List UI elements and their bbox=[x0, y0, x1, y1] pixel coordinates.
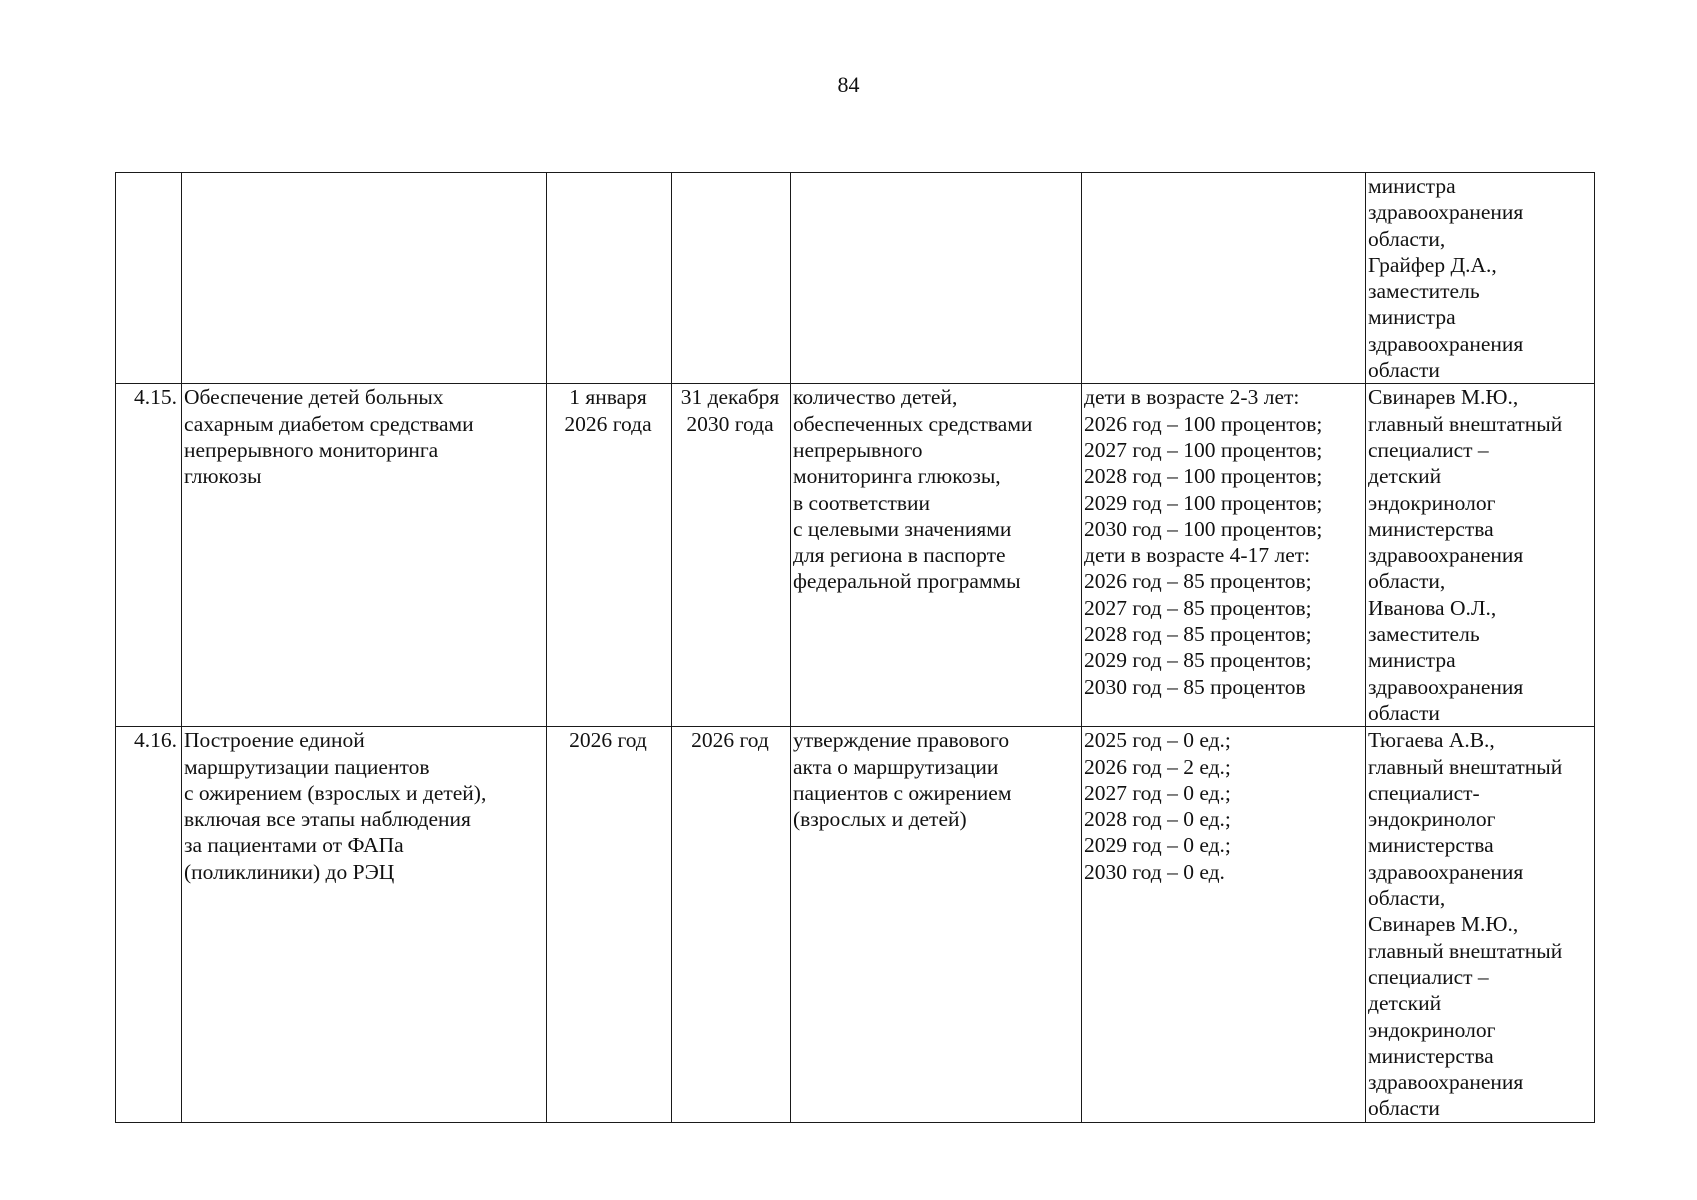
row-number-cell: 4.16. bbox=[116, 727, 182, 1123]
responsible-cell: Свинарев М.Ю., главный внештатный специалист – детский эндокринолог министерства здравоохранения области, Иванова О.Л., заместитель министра здравоохранения области bbox=[1366, 384, 1595, 727]
indicator-cell bbox=[791, 173, 1082, 384]
row-number-cell: 4.15. bbox=[116, 384, 182, 727]
table-row bbox=[116, 384, 1595, 727]
end-date-cell bbox=[672, 173, 791, 384]
end-date-cell: 31 декабря 2030 года bbox=[672, 384, 791, 727]
end-date-cell: 2026 год bbox=[672, 727, 791, 1123]
activity-cell: Построение единой маршрутизации пациентов с ожирением (взрослых и детей), включая все этапы наблюдения за пациентами от ФАПа (поликлиники) до РЭЦ bbox=[182, 727, 547, 1123]
indicator-cell: утверждение правового акта о маршрутизации пациентов с ожирением (взрослых и детей) bbox=[791, 727, 1082, 1123]
activity-cell bbox=[182, 173, 547, 384]
responsible-cell: Тюгаева А.В., главный внештатный специалист- эндокринолог министерства здравоохранения области, Свинарев М.Ю., главный внештатный специалист – детский эндокринолог министерства здравоохранения области bbox=[1366, 727, 1595, 1123]
start-date-cell bbox=[547, 173, 672, 384]
target-values-cell: 2025 год – 0 ед.; 2026 год – 2 ед.; 2027 год – 0 ед.; 2028 год – 0 ед.; 2029 год – 0 ед.; 2030 год – 0 ед. bbox=[1082, 727, 1366, 1123]
activities-table bbox=[115, 172, 1595, 1123]
target-values-cell: дети в возрасте 2-3 лет: 2026 год – 100 процентов; 2027 год – 100 процентов; 2028 год – 100 процентов; 2029 год – 100 процентов; 2030 год – 100 процентов; дети в возрасте 4-17 лет: 2026 год – 85 процентов; 2027 год – 85 процентов; 2028 год – 85 процентов; 2029 год – 85 процентов; 2030 год – 85 процентов bbox=[1082, 384, 1366, 727]
table-row bbox=[116, 173, 1595, 384]
target-values-cell bbox=[1082, 173, 1366, 384]
row-number-cell bbox=[116, 173, 182, 384]
start-date-cell: 2026 год bbox=[547, 727, 672, 1123]
start-date-cell: 1 января 2026 года bbox=[547, 384, 672, 727]
activity-cell: Обеспечение детей больных сахарным диабетом средствами непрерывного мониторинга глюкозы bbox=[182, 384, 547, 727]
indicator-cell: количество детей, обеспеченных средствами непрерывного мониторинга глюкозы, в соответствии с целевыми значениями для региона в паспорте федеральной программы bbox=[791, 384, 1082, 727]
table-row bbox=[116, 727, 1595, 1123]
page-number: 84 bbox=[837, 72, 860, 97]
responsible-cell: министра здравоохранения области, Грайфер Д.А., заместитель министра здравоохранения области bbox=[1366, 173, 1595, 384]
